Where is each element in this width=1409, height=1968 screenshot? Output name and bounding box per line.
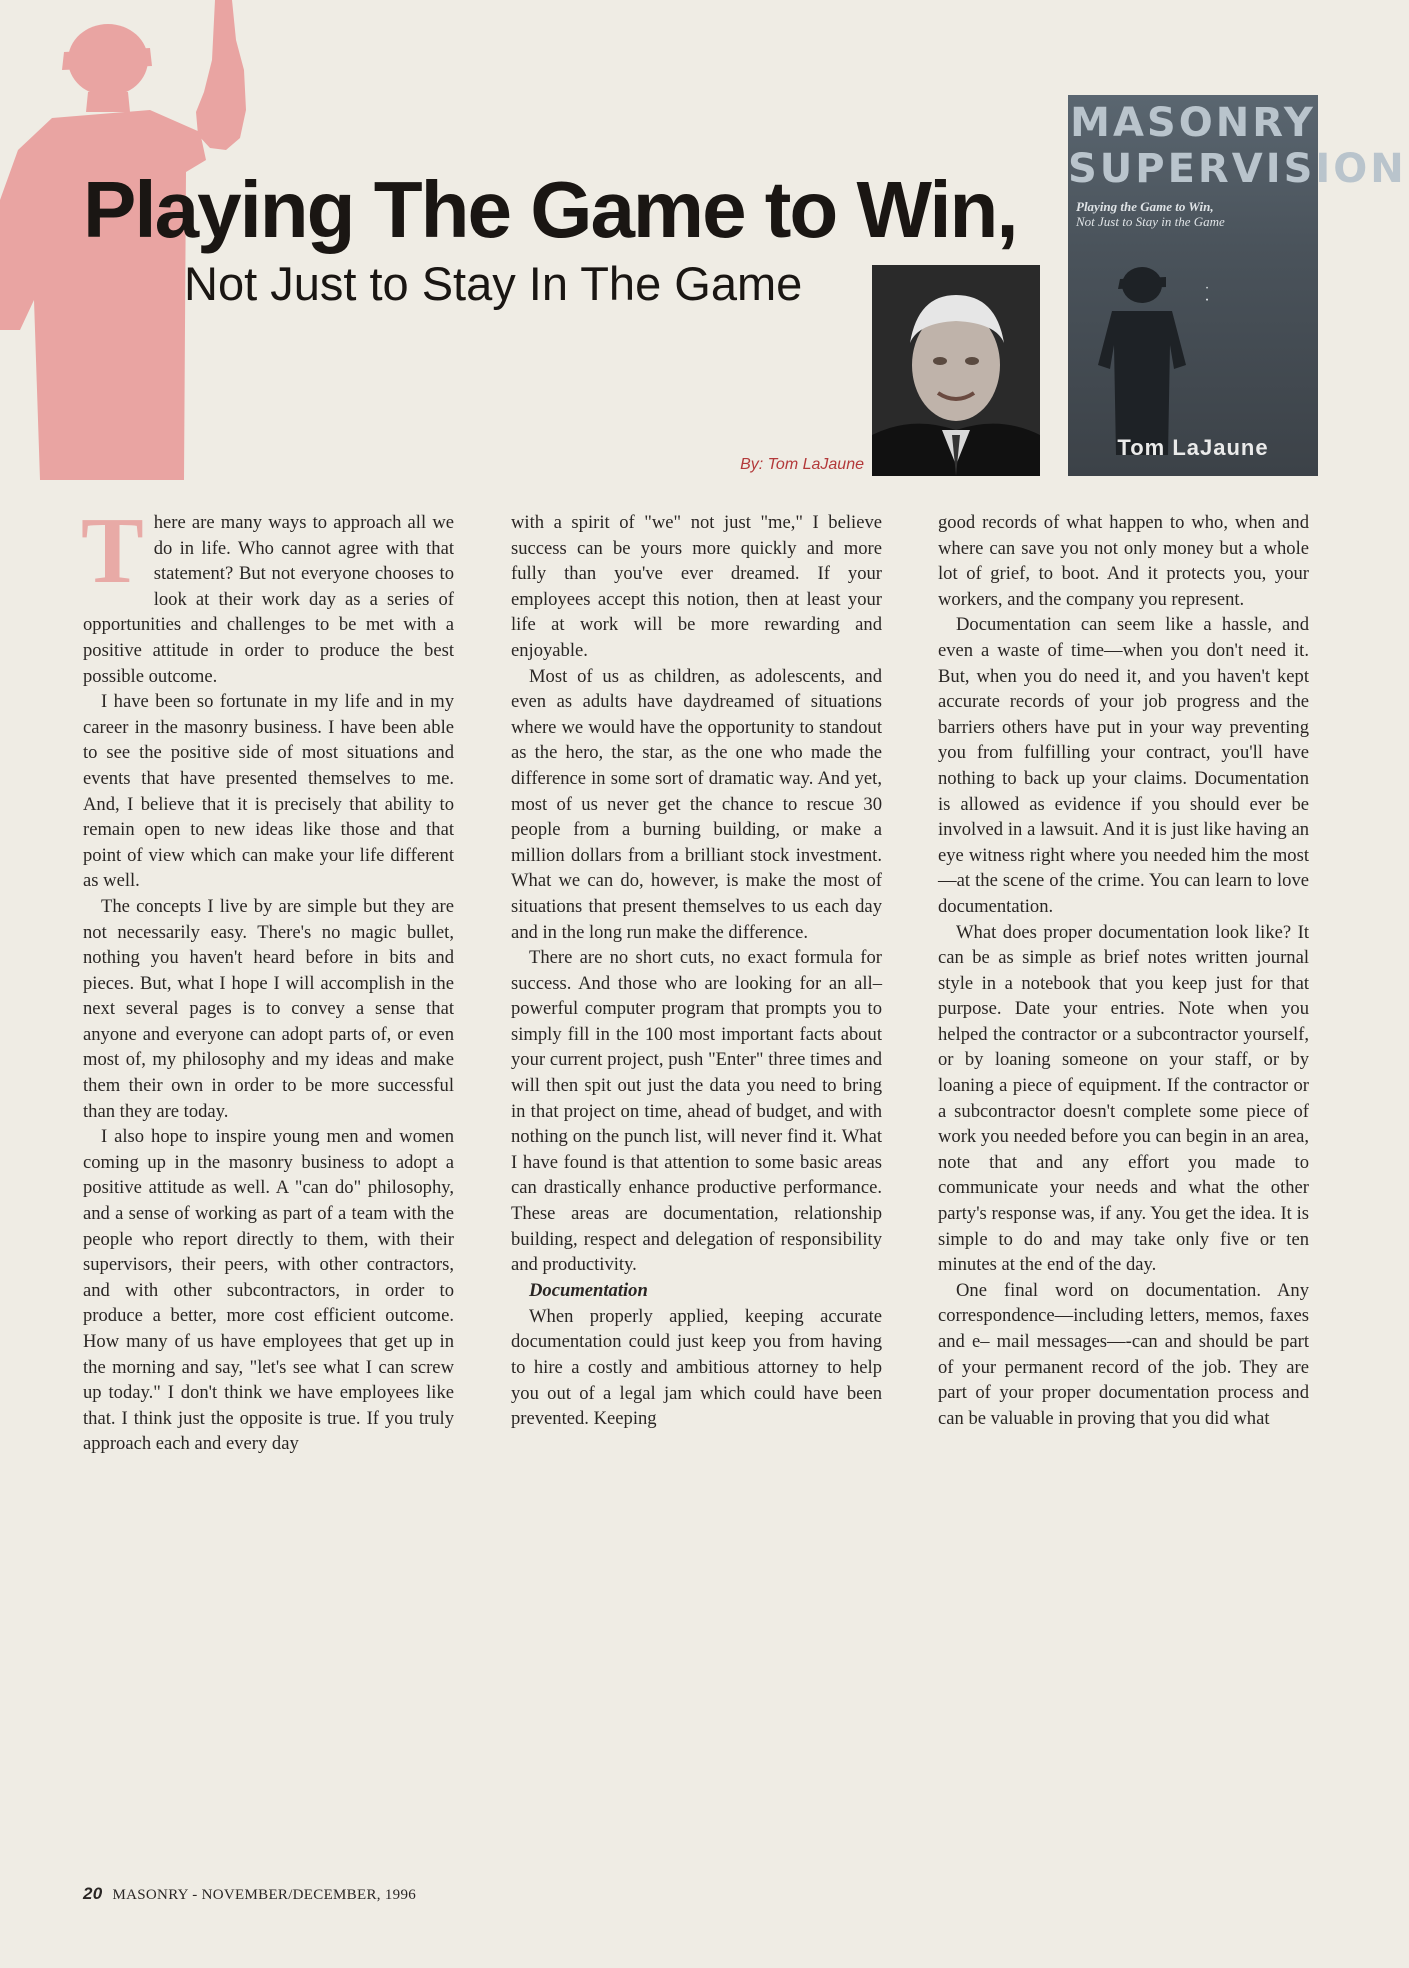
paragraph: Documentation can seem like a hassle, and even a waste of time—when you don't need it. But, when you do need it, and you haven't kept accurate records of your job progress and the barriers others have put in your way preventing you from fulfilling your contract, you'll have nothing to back up your claims. Documentation is allowed as evidence if you should ever be involved in a lawsuit. And it is just like having an eye witness right where you needed him the most—at the scene of the crime. You can learn to love documentation. — [938, 614, 1309, 917]
book-cover — [1068, 95, 1407, 476]
author-portrait-image — [872, 265, 1040, 476]
paragraph: The concepts I live by are simple but they are not necessarily easy. There's no magic bullet, nothing you haven't heard before in bits and pieces. But, what I hope I will accomplish in the next several pages is to convey a sense that anyone and everyone can adopt parts of, or even most of, my philosophy and my ideas and make them their own in order to be more successful than they are today. — [83, 895, 454, 1122]
drop-cap: T — [81, 499, 144, 603]
book-author: Tom LaJaune — [1117, 435, 1269, 460]
paragraph: I have been so fortunate in my life and in my career in the masonry business. I have been able to see the positive side of most situations and events that have presented themselves to me. And, I believe that it is precisely that ability to remain open to new ideas like those and that point of view which can make your life different as well. — [83, 691, 454, 892]
article-column-1 — [81, 499, 454, 1457]
page-number: 20 — [83, 1884, 103, 1903]
paragraph: good records of what happen to who, when and where can save you not only money but a whole lot of grief, to boot. And it protects you, your workers, and the company you represent. — [938, 512, 1309, 610]
paragraph: Most of us as children, as adolescents, and even as adults have daydreamed of situations where we would have the opportunity to standout as the hero, the star, as the one who made the difference in some sort of dramatic way. And yet, most of us never get the chance to rescue 30 people from a burning building, or make a million dollars from a brilliant stock investment. What we can do, however, is make the most of situations that present themselves to us each day and in the long run make the difference. — [511, 665, 882, 943]
section-heading: Documentation — [529, 1279, 648, 1301]
paragraph: One final word on documentation. Any correspondence—including letters, memos, faxes and e– mail messages—-can and should be part of your permanent record of the job. They are part of your proper documentation process and can be valuable in proving that you did what — [938, 1279, 1309, 1429]
byline: By: Tom LaJaune — [740, 456, 864, 473]
book-subtitle-line2: Not Just to Stay in the Game — [1076, 214, 1225, 229]
publication-info: MASONRY - NOVEMBER/DECEMBER, 1996 — [112, 1887, 417, 1903]
article-title: Playing The Game to Win, — [83, 165, 1017, 254]
paragraph-text: here are many ways to approach all we do in life. Who cannot agree with that statement? But not everyone chooses to look at their work day as a series of opportunities and challenges to be met with a positive attitude in order to produce the best possible outcome. — [83, 512, 454, 687]
book-worker-figure-image — [1082, 255, 1202, 455]
paragraph — [81, 499, 454, 689]
article-column-3 — [938, 510, 1309, 1431]
paragraph: What does proper documentation look like? It can be as simple as brief notes written journal style in a notebook that you keep just for that purpose. Date your entries. Note when you helped the contractor or a subcontractor yourself, or by loaning someone on your staff, or by loaning a piece of equipment. If the contractor or a subcontractor doesn't complete some piece of work you needed before you can begin in an area, note that and any effort you made to communicate your needs and what the other party's response was, if any. You get the idea. It is simple to do and may take only five or ten minutes at the end of the day. — [938, 921, 1309, 1276]
article-subtitle: Not Just to Stay In The Game — [184, 257, 803, 310]
book-subtitle — [1076, 199, 1316, 229]
book-title-line1: MASONRY — [1070, 100, 1316, 146]
paragraph: with a spirit of "we" not just "me," I believe success can be yours more quickly and more fully than you've ever dreamed. If your employees accept this notion, then at least your life at work will be more rewarding and enjoyable. — [511, 512, 882, 661]
paragraph: There are no short cuts, no exact formula for success. And those who are looking for an all– powerful computer program that prompts you to simply fill in the 100 most important facts about your current project, push "Enter" three times and will then spit out just the data you need to bring in that project on time, ahead of budget, and with nothing on the punch list, will never find it. What I have found is that attention to some basic areas can drastically enhance productive performance. These areas are documentation, relationship building, respect and delegation of responsibility and productivity. — [511, 947, 882, 1276]
article-column-2 — [511, 510, 882, 1432]
paragraph: I also hope to inspire young men and women coming up in the masonry business to adopt a positive attitude as well. A "can do" philosophy, and a sense of working as part of a team with the people who report directly to them, with their supervisors, their peers, with other contractors, and with other subcontractors, in order to produce a better, more cost efficient outcome. How many of us have employees that get up in the morning and say, "let's see what I can screw up today." I don't think we have employees like that. I think just the opposite is true. If you truly approach each and every day — [83, 1126, 454, 1455]
paragraph: When properly applied, keeping accurate documentation could just keep you from having to hire a costly and ambitious attorney to help you out of a legal jam which could have been prevented. Keeping — [511, 1305, 882, 1430]
author-photo — [872, 265, 1040, 476]
page-footer — [83, 1884, 416, 1904]
book-title-line2: SUPERVISION — [1068, 146, 1407, 192]
book-subtitle-line1: Playing the Game to Win, — [1076, 199, 1214, 214]
book-contents-list — [1208, 285, 1312, 297]
